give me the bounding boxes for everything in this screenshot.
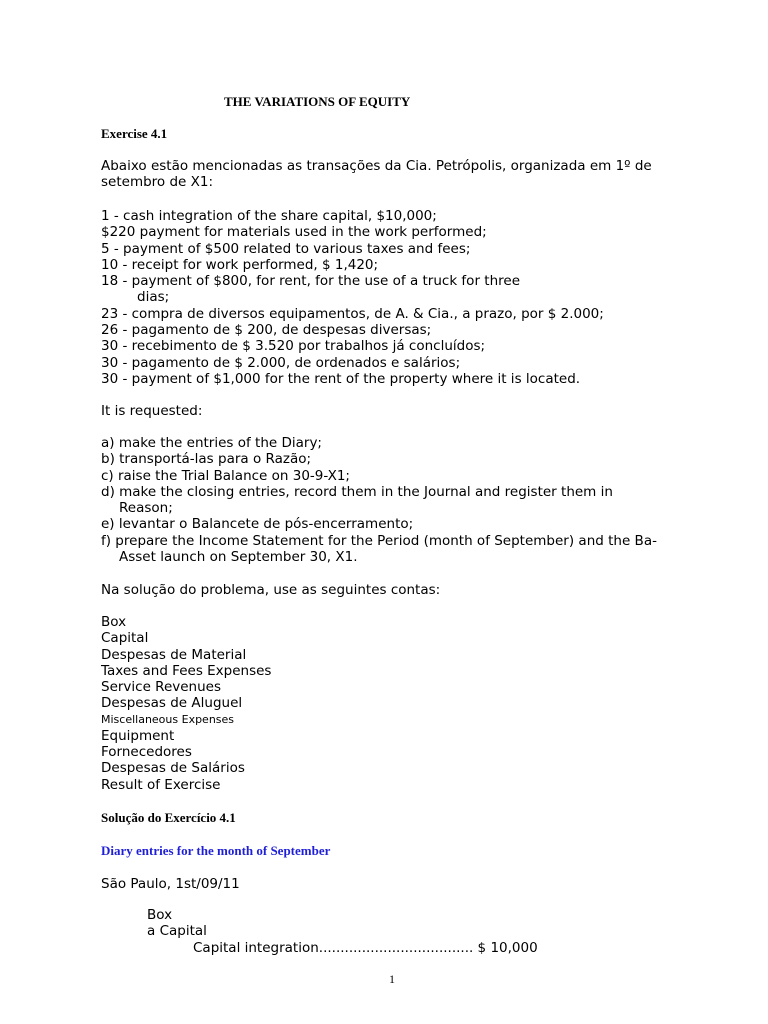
transaction-item: 26 - pagamento de $ 200, de despesas diversas;	[101, 322, 432, 339]
request-item: e) levantar o Balancete de pós-encerramento;	[101, 516, 414, 533]
transaction-item: 23 - compra de diversos equipamentos, de A. & Cia., a prazo, por $ 2.000;	[101, 305, 604, 322]
account-item: Equipment	[101, 727, 175, 744]
request-item: b) transportá-las para o Razão;	[101, 451, 312, 468]
account-item: Despesas de Salários	[101, 760, 245, 777]
place-date: São Paulo, 1st/09/11	[101, 876, 240, 892]
request-item-continuation: Reason;	[119, 500, 173, 517]
entry-credit-account: a Capital	[147, 923, 207, 939]
transaction-item: 10 - receipt for work performed, $ 1,420;	[101, 256, 379, 273]
intro-paragraph	[101, 158, 652, 191]
account-item: Despesas de Material	[101, 646, 247, 663]
request-item-continuation: Asset launch on September 30, X1.	[119, 549, 358, 566]
transaction-item: 18 - payment of $800, for rent, for the use of a truck for three	[101, 273, 521, 290]
intro-line: Abaixo estão mencionadas as transações da Cia. Petrópolis, organizada em 1º de	[101, 158, 652, 174]
transaction-item-continuation: dias;	[137, 289, 170, 306]
document-title: THE VARIATIONS OF EQUITY	[224, 94, 411, 109]
transaction-item: 30 - pagamento de $ 2.000, de ordenados e salários;	[101, 354, 461, 371]
accounts-list	[101, 614, 271, 793]
entry-description: Capital integration.................................... $ 10,000	[193, 940, 538, 956]
request-item: d) make the closing entries, record them in the Journal and register them in	[101, 483, 613, 500]
account-item: Service Revenues	[101, 679, 222, 696]
account-item: Miscellaneous Expenses	[101, 712, 235, 726]
account-item: Box	[101, 614, 127, 630]
account-item: Capital	[101, 630, 149, 647]
page-number: 1	[389, 972, 395, 986]
account-item: Despesas de Aluguel	[101, 695, 243, 712]
transaction-item: $220 payment for materials used in the work performed;	[101, 224, 487, 241]
solution-heading: Solução do Exercício 4.1	[101, 810, 236, 825]
account-item: Taxes and Fees Expenses	[101, 662, 272, 679]
accounts-intro: Na solução do problema, use as seguintes contas:	[101, 582, 441, 598]
entry-debit-account: Box	[147, 907, 173, 923]
account-item: Fornecedores	[101, 744, 192, 761]
transaction-item: 30 - recebimento de $ 3.520 por trabalhos já concluídos;	[101, 338, 486, 355]
request-item: a) make the entries of the Diary;	[101, 435, 322, 451]
diary-heading: Diary entries for the month of September	[101, 843, 331, 858]
requested-label: It is requested:	[101, 403, 203, 419]
account-item: Result of Exercise	[101, 776, 221, 793]
transaction-item: 1 - cash integration of the share capital, $10,000;	[101, 208, 437, 224]
request-item: c) raise the Trial Balance on 30-9-X1;	[101, 467, 350, 484]
request-item: f) prepare the Income Statement for the Period (month of September) and the Ba-	[101, 532, 657, 549]
intro-line: setembro de X1:	[101, 174, 214, 191]
exercise-heading: Exercise 4.1	[101, 126, 168, 141]
requests-list	[101, 435, 657, 565]
transactions-list	[101, 208, 604, 387]
transaction-item: 5 - payment of $500 related to various taxes and fees;	[101, 240, 471, 257]
transaction-item: 30 - payment of $1,000 for the rent of the property where it is located.	[101, 370, 581, 387]
